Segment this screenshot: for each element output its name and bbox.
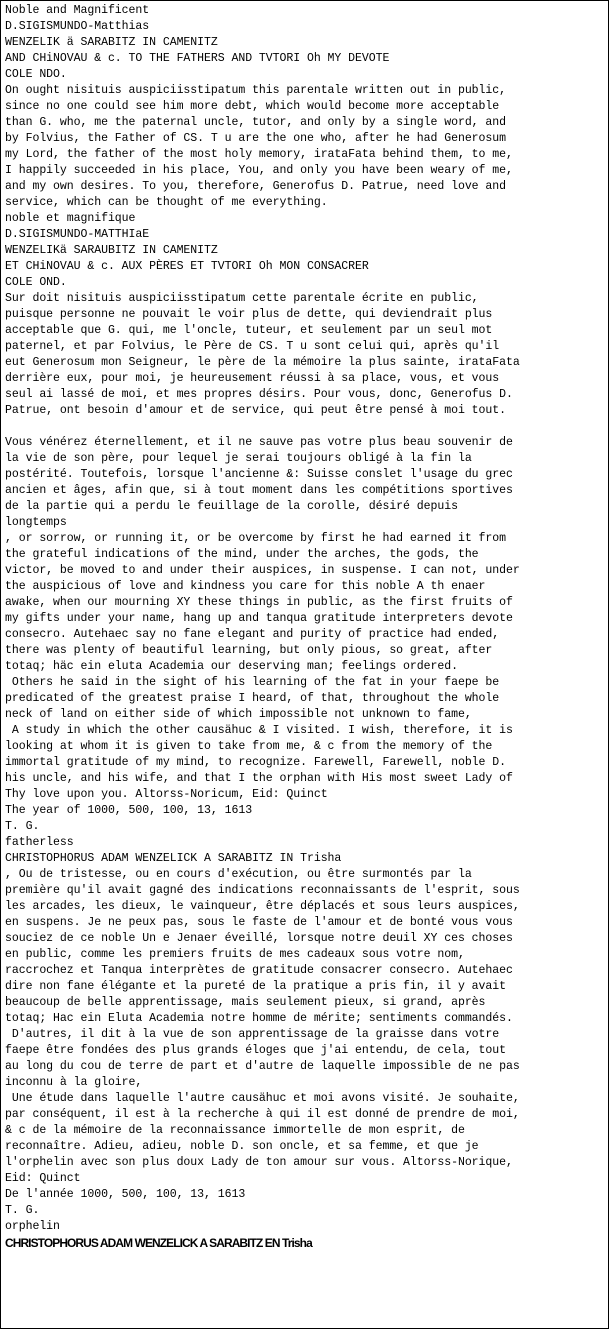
- text-line: reconnaître. Adieu, adieu, noble D. son oncle, et sa femme, et que je: [5, 1140, 479, 1153]
- text-line: COLE OND.: [5, 276, 67, 289]
- text-line: On ought nisituis auspiciisstipatum this parentale written out in public,: [5, 84, 506, 97]
- text-line: by Folvius, the Father of CS. T u are the one who, after he had Generosum: [5, 132, 506, 145]
- text-line: , Ou de tristesse, ou en cours d'exécution, ou être surmontés par la: [5, 868, 472, 881]
- text-line: my gifts under your name, hang up and tanqua gratitude interpreters devote: [5, 612, 513, 625]
- text-line: the grateful indications of the mind, under the arches, the gods, the: [5, 548, 479, 561]
- text-line: les arcades, les dieux, le vainqueur, être déplacés et sous leurs auspices,: [5, 900, 520, 913]
- text-line: derrière eux, pour moi, je heureusement réussi à sa place, vous, et vous: [5, 372, 500, 385]
- text-line: souciez de ce noble Un e Jenaer éveillé, lorsque notre deuil XY ces choses: [5, 932, 513, 945]
- text-line: par conséquent, il est à la recherche à qui il est donné de prendre de moi,: [5, 1108, 520, 1121]
- text-line: I happily succeeded in his place, You, and only you have been weary of me,: [5, 164, 513, 177]
- text-line: service, which can be thought of me everything.: [5, 196, 328, 209]
- text-line: T. G.: [5, 1204, 40, 1217]
- text-line: A study in which the other causähuc & I visited. I wish, therefore, it is: [5, 724, 513, 737]
- text-line: en suspens. Je ne peux pas, sous le faste de l'amour et de bonté vous vous: [5, 916, 513, 929]
- text-line: puisque personne ne pouvait le voir plus de dette, qui deviendrait plus: [5, 308, 493, 321]
- text-line: Patrue, ont besoin d'amour et de service, qui peut être pensé à moi tout.: [5, 404, 506, 417]
- text-line: eut Generosum mon Seigneur, le père de la mémoire la plus sainte, irataFata: [5, 356, 520, 369]
- text-line: his uncle, and his wife, and that I the orphan with His most sweet Lady of: [5, 772, 513, 785]
- text-line: T. G.: [5, 820, 40, 833]
- text-line: The year of 1000, 500, 100, 13, 1613: [5, 804, 253, 817]
- text-line: D'autres, il dit à la vue de son apprentissage de la graisse dans votre: [5, 1028, 500, 1041]
- text-line: WENZELIKä SARAUBITZ IN CAMENITZ: [5, 244, 218, 257]
- text-line: Noble and Magnificent: [5, 4, 150, 17]
- text-line: totaq; häc ein eluta Academia our deserving man; feelings ordered.: [5, 660, 458, 673]
- text-line: fatherless: [5, 836, 74, 849]
- text-line: inconnu à la gloire,: [5, 1076, 143, 1089]
- text-line: Eid: Quinct: [5, 1172, 81, 1185]
- text-line: since no one could see him more debt, which would become more acceptable: [5, 100, 500, 113]
- text-line: awake, when our mourning XY these things in public, as the first fruits of: [5, 596, 513, 609]
- text-line: ET CHiNOVAU & c. AUX PÈRES ET TVTORI Oh MON CONSACRER: [5, 260, 369, 273]
- text-line: raccrochez et Tanqua interprètes de gratitude consacrer consecro. Autehaec: [5, 964, 513, 977]
- text-line: totaq; Hac ein Eluta Academia notre homme de mérite; sentiments commandés.: [5, 1012, 513, 1025]
- text-line: D.SIGISMUNDO-MATTHIaE: [5, 228, 150, 241]
- text-line: [5, 419, 606, 435]
- text-line: the auspicious of love and kindness you care for this noble A th enaer: [5, 580, 486, 593]
- text-line: la vie de son père, pour lequel je serai toujours obligé à la fin la: [5, 452, 472, 465]
- text-line: seul ai lassé de moi, et mes propres désirs. Pour vous, donc, Generofus D.: [5, 388, 513, 401]
- text-line: consecro. Autehaec say no fane elegant and purity of practice had ended,: [5, 628, 500, 641]
- text-line: De l'année 1000, 500, 100, 13, 1613: [5, 1188, 246, 1201]
- text-line: , or sorrow, or running it, or be overcome by first he had earned it from: [5, 532, 506, 545]
- text-line: CHRISTOPHORUS ADAM WENZELICK A SARABITZ EN Trisha: [5, 1236, 312, 1250]
- text-line: orphelin: [5, 1220, 60, 1233]
- text-line: there was plenty of beautiful learning, but only pious, so great, after: [5, 644, 493, 657]
- text-line: de la partie qui a perdu le feuillage de la corolle, désiré depuis: [5, 500, 458, 513]
- text-line: noble et magnifique: [5, 212, 136, 225]
- text-line: longtemps: [5, 516, 67, 529]
- text-line: WENZELIK ä SARABITZ IN CAMENITZ: [5, 36, 218, 49]
- text-line: beaucoup de belle apprentissage, mais seulement pieux, si grand, après: [5, 996, 486, 1009]
- text-line: paternel, et par Folvius, le Père de CS. T u sont celui qui, après qu'il: [5, 340, 500, 353]
- text-line: AND CHiNOVAU & c. TO THE FATHERS AND TVTORI Oh MY DEVOTE: [5, 52, 390, 65]
- text-line: my Lord, the father of the most holy memory, irataFata behind them, to me,: [5, 148, 513, 161]
- text-line: dire non fane élégante et la pureté de la pratique a pris fin, il y avait: [5, 980, 506, 993]
- document-text: [5, 3, 609, 1251]
- text-line: than G. who, me the paternal uncle, tutor, and only by a single word, and: [5, 116, 506, 129]
- text-line: and my own desires. To you, therefore, Generofus D. Patrue, need love and: [5, 180, 506, 193]
- text-line: Sur doit nisituis auspiciisstipatum cette parentale écrite en public,: [5, 292, 479, 305]
- text-line: postérité. Toutefois, lorsque l'ancienne &: Suisse conslet l'usage du grec: [5, 468, 513, 481]
- text-line: Thy love upon you. Altorss-Noricum, Eid: Quinct: [5, 788, 328, 801]
- text-line: Others he said in the sight of his learning of the fat in your faepe be: [5, 676, 500, 689]
- text-line: acceptable que G. qui, me l'oncle, tuteur, et seulement par un seul mot: [5, 324, 493, 337]
- text-line: ancien et âges, afin que, si à tout moment dans les compétitions sportives: [5, 484, 513, 497]
- text-line: au long du cou de terre de part et d'autre de laquelle impossible de ne pas: [5, 1060, 520, 1073]
- text-line: immortal gratitude of my mind, to recognize. Farewell, Farewell, noble D.: [5, 756, 506, 769]
- text-line: predicated of the greatest praise I heard, of that, throughout the whole: [5, 692, 500, 705]
- text-line: neck of land on either side of which impossible not unknown to fame,: [5, 708, 472, 721]
- text-line: CHRISTOPHORUS ADAM WENZELICK A SARABITZ IN Trisha: [5, 852, 342, 865]
- text-line: COLE NDO.: [5, 68, 67, 81]
- text-line: en public, comme les premiers fruits de mes cadeaux sous votre nom,: [5, 948, 465, 961]
- text-line: Une étude dans laquelle l'autre causähuc et moi avons visité. Je souhaite,: [5, 1092, 520, 1105]
- text-line: looking at whom it is given to take from me, & c from the memory of the: [5, 740, 493, 753]
- text-line: victor, be moved to and under their auspices, in suspense. I can not, under: [5, 564, 520, 577]
- text-line: première qu'il avait gagné des indications reconnaissants de l'esprit, sous: [5, 884, 520, 897]
- text-line: l'orphelin avec son plus doux Lady de ton amour sur vous. Altorss-Norique,: [5, 1156, 513, 1169]
- text-line: Vous vénérez éternellement, et il ne sauve pas votre plus beau souvenir de: [5, 436, 513, 449]
- text-line: faepe être fondées des plus grands éloges que j'ai entendu, de cela, tout: [5, 1044, 506, 1057]
- text-line: D.SIGISMUNDO-Matthias: [5, 20, 150, 33]
- text-line: & c de la mémoire de la reconnaissance immortelle de mon esprit, de: [5, 1124, 465, 1137]
